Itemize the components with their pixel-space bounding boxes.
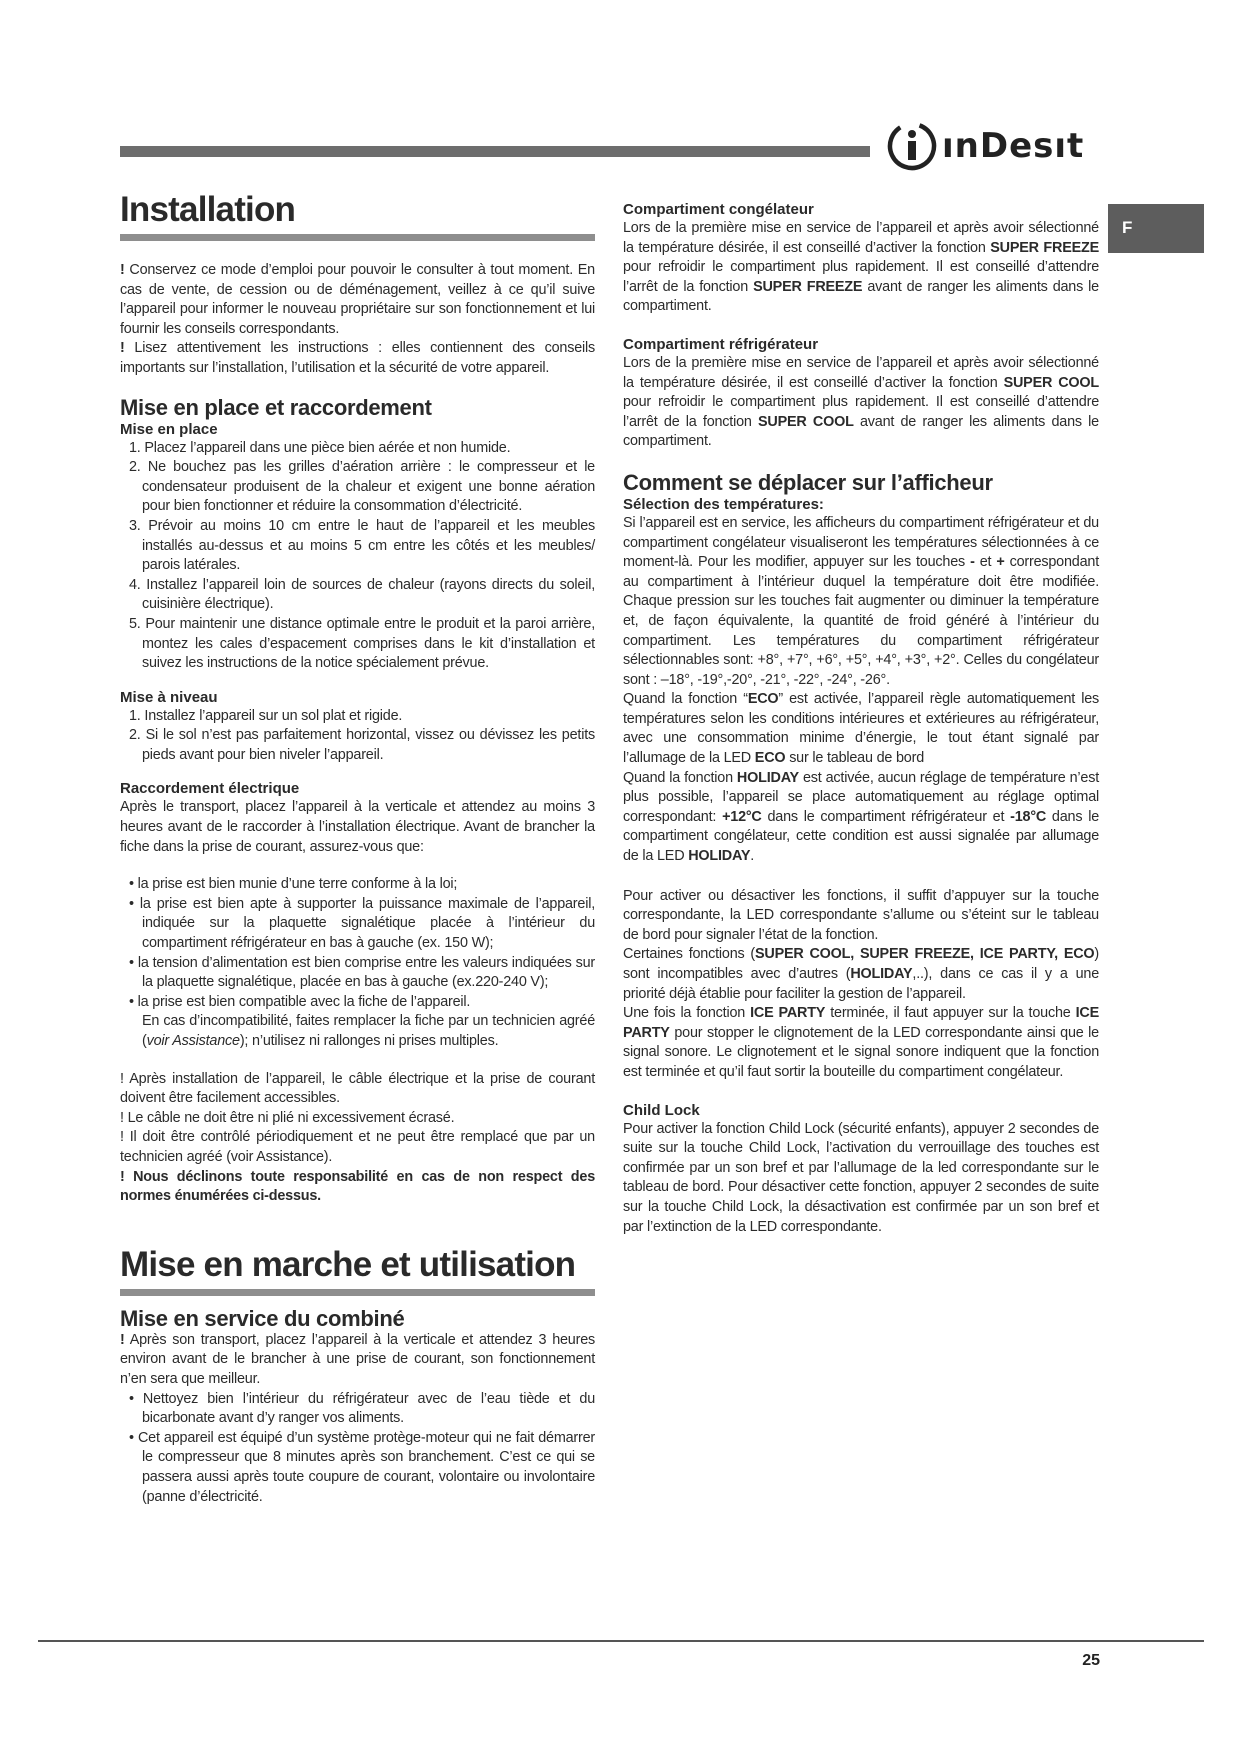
list-item: • la prise est bien munie d’une terre conforme à la loi; bbox=[129, 876, 458, 893]
electrical-intro: Après le transport, placez l’appareil à la verticale et attendez au moins 3 heures avant de le raccorder à l’installation électrique. Avant de brancher la fiche dans la prise de courant, assurez-vous que: bbox=[120, 799, 595, 855]
display-paragraph-eco: Quand la fonction “ECO” est activée, l’appareil règle automatiquement les températures selon les conditions intérieures et extérieures au réfrigérateur, avec une consommation minime d’énergie, le tout étant signalé par l’allumage de la LED ECO sur le tableau de bord bbox=[623, 691, 1099, 767]
list-item: • la prise est bien compatible avec la fiche de l’appareil. bbox=[129, 993, 471, 1010]
electrical-subtitle: Raccordement électrique bbox=[120, 780, 300, 798]
warning-4: ! Nous déclinons toute responsabilité en cas de non respect des normes énumérées ci-dessus. bbox=[120, 1168, 595, 1205]
display-paragraph-iceparty: Une fois la fonction ICE PARTY terminée, il faut appuyer sur la touche ICE PARTY pour stopper le clignotement de la LED correspondante ainsi que le signal sonore. Le clignotement et le signal sonore indiquent que la fonction est terminée et qu’il faut sortir la bouteille du compartiment congélateur. bbox=[623, 1005, 1099, 1080]
childlock-title: Child Lock bbox=[623, 1101, 700, 1119]
list-item: 2. Ne bouchez pas les grilles d’aération arrière : le compresseur et le condensateur produisent de la chaleur et exigent une bonne aération pour bien fonctionner et réduire la consommation d’électricité. bbox=[129, 459, 595, 515]
placement-title: Mise en place et raccordement bbox=[120, 394, 432, 420]
intro-paragraph-2: ! Lisez attentivement les instructions : elles contiennent des conseils importants sur l’installation, l’utilisation et la sécurité de votre appareil. bbox=[120, 340, 595, 376]
brand-logo bbox=[886, 118, 1084, 174]
placement-subtitle: Mise en place bbox=[120, 420, 218, 438]
display-paragraph-holiday: Quand la fonction HOLIDAY est activée, aucun réglage de température n’est plus possible, l’appareil se place automatiquement au réglage optimal correspondant: +12°C dans le compartiment réfrigérateur et -18°C dans le compartiment congélateur, cette condition est aussi signalée par allumage de la LED HOLIDAY. bbox=[623, 769, 1099, 865]
list-item: • la tension d’alimentation est bien comprise entre les valeurs indiquées sur la plaquette signalétique, placée en bas à gauche (ex.220-240 V); bbox=[129, 954, 595, 991]
list-item: 1. Installez l’appareil sur un sol plat et rigide. bbox=[129, 707, 403, 724]
leveling-subtitle: Mise à niveau bbox=[120, 688, 218, 706]
header-rule bbox=[120, 146, 870, 157]
title-rule bbox=[120, 234, 595, 241]
warning-1: ! Après installation de l’appareil, le câble électrique et la prise de courant doivent être facilement accessibles. bbox=[120, 1070, 595, 1107]
intro-paragraph-1: ! Conservez ce mode d’emploi pour pouvoir le consulter à tout moment. En cas de vente, de cession ou de déménagement, veillez à ce qu’il suive l’appareil pour informer le nouveau propriétaire sur son fonctionnement et lui fournir les conseils correspondants. bbox=[120, 262, 595, 337]
list-item-continued: En cas d’incompatibilité, faites remplacer la fiche par un technicien agréé (voir Assistance); n’utilisez ni rallonges ni prises multiples. bbox=[142, 1013, 595, 1049]
left-column bbox=[120, 190, 595, 1507]
list-item: • Cet appareil est équipé d’un système protège-moteur qui ne fait démarrer le compresseur que 8 minutes après son branchement. C’est ce qui se passera aussi après toute coupure de courant, volontaire ou involontaire (panne d’électricité. bbox=[129, 1429, 595, 1505]
title-rule bbox=[120, 1289, 595, 1296]
display-paragraph-activate: Pour activer ou désactiver les fonctions, il suffit d’appuyer sur la touche correspondante, la LED correspondante s’allume ou s’éteint sur le tableau de bord pour signaler l’état de la fonction. bbox=[623, 887, 1099, 943]
list-item: 4. Installez l’appareil loin de sources de chaleur (rayons directs du soleil, cuisinière électrique). bbox=[129, 576, 595, 613]
list-item: 3. Prévoir au moins 10 cm entre le haut de l’appareil et les meubles installés au-dessus et au moins 5 cm entre les côtés et les meubles/ parois latérales. bbox=[129, 517, 595, 574]
fridge-title: Compartiment réfrigérateur bbox=[623, 335, 819, 353]
display-subtitle: Sélection des températures: bbox=[623, 495, 824, 513]
language-tab: F bbox=[1108, 204, 1204, 253]
brand-logo-text: ınDesıt bbox=[942, 126, 1085, 166]
display-paragraph-incompatible: Certaines fonctions (SUPER COOL, SUPER FREEZE, ICE PARTY, ECO) sont incompatibles avec d’autres (HOLIDAY,..), dans ce cas il y a une priorité déjà établie pour faciliter la gestion de l’appareil. bbox=[623, 946, 1100, 1002]
list-item: 1. Placez l’appareil dans une pièce bien aérée et non humide. bbox=[129, 439, 511, 456]
operation-intro: ! Après son transport, placez l’appareil à la verticale et attendez 3 heures environ avant de le brancher à une prise de courant, son fonctionnement n’en sera que meilleur. bbox=[120, 1331, 595, 1387]
fridge-text: Lors de la première mise en service de l’appareil et après avoir sélectionné la température désirée, il est conseillé d’activer la fonction SUPER COOL pour refroidir le compartiment plus rapidement. Il est conseillé d’attendre l’arrêt de la fonction SUPER COOL avant de ranger les aliments dans le compartiment. bbox=[623, 354, 1099, 450]
footer-rule bbox=[38, 1640, 1204, 1642]
list-item: 5. Pour maintenir une distance optimale entre le produit et la paroi arrière, montez les cales d’espacement comprises dans le kit d’installation et suivez les instructions de la notice spécialement prévue. bbox=[129, 615, 595, 672]
display-title: Comment se déplacer sur l’afficheur bbox=[623, 469, 993, 495]
operation-title: Mise en marche et utilisation bbox=[120, 1244, 576, 1284]
childlock-text: Pour activer la fonction Child Lock (sécurité enfants), appuyer 2 secondes de suite sur la touche Child Lock, l’activation du verrouillage des touches est confirmée par un son bref et par l’allumage de la led correspondante sur le tableau de bord. Pour désactiver cette fonction, appuyer 2 secondes de suite sur la touche Child Lock, la désactivation est confirmée par un son bref et par l’extinction de la LED correspondante. bbox=[623, 1120, 1099, 1235]
page-number: 25 bbox=[1082, 1652, 1100, 1669]
display-paragraph-1: Si l’appareil est en service, les afficheurs du compartiment réfrigérateur et du compartiment congélateur visualiseront les températures sélectionnées à ce moment-là. Pour les modifier, appuyer sur les touches - et + correspondant au compartiment à l’intérieur duquel la température doit être modifiée. Chaque pression sur les touches fait augmenter ou diminuer la température et, de façon équivalente, la quantité de froid généré à l’intérieur du compartiment. Les températures du compartiment réfrigérateur sélectionnables sont: +8°, +7°, +6°, +5°, +4°, +3°, +2°. Celles du congélateur sont : –18°, -19°,-20°, -21°, -22°, -24°, -26°. bbox=[623, 514, 1100, 688]
list-item: • la prise est bien apte à supporter la puissance maximale de l’appareil, indiquée sur la plaquette signalétique placée à l’intérieur du compartiment réfrigérateur en bas à gauche (ex. 150 W); bbox=[129, 895, 595, 952]
installation-title: Installation bbox=[120, 190, 296, 229]
indesit-i-icon bbox=[886, 120, 938, 172]
operation-subtitle: Mise en service du combiné bbox=[120, 1305, 405, 1331]
list-item: • Nettoyez bien l’intérieur du réfrigérateur avec de l’eau tiède et du bicarbonate avant d’y ranger vos aliments. bbox=[129, 1390, 595, 1427]
warning-3: ! Il doit être contrôlé périodiquement et ne peut être remplacé que par un technicien agréé (voir Assistance). bbox=[120, 1129, 595, 1165]
warning-2: ! Le câble ne doit être ni plié ni excessivement écrasé. bbox=[120, 1109, 455, 1126]
list-item: 2. Si le sol n’est pas parfaitement horizontal, vissez ou dévissez les petits pieds avant pour bien niveler l’appareil. bbox=[129, 727, 595, 763]
right-column bbox=[623, 200, 1099, 1237]
freezer-text: Lors de la première mise en service de l’appareil et après avoir sélectionné la température désirée, il est conseillé d’activer la fonction SUPER FREEZE pour refroidir le compartiment plus rapidement. Il est conseillé d’attendre l’arrêt de la fonction SUPER FREEZE avant de ranger les aliments dans le compartiment. bbox=[623, 220, 1099, 315]
freezer-title: Compartiment congélateur bbox=[623, 201, 814, 218]
